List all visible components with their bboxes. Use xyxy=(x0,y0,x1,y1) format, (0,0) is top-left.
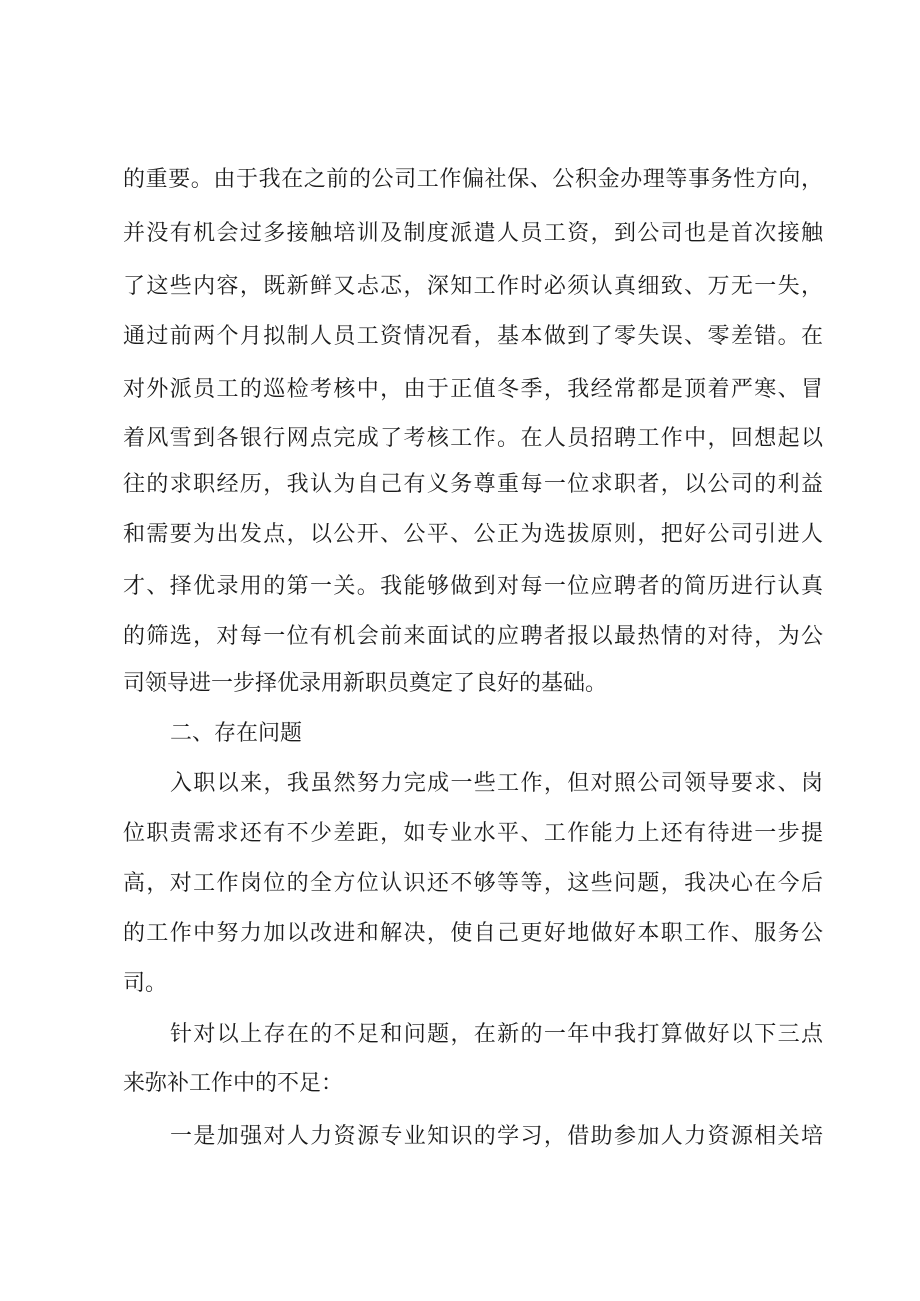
paragraph-line: 对外派员工的巡检考核中，由于正值冬季，我经常都是顶着严寒、冒 xyxy=(123,377,823,402)
paragraph-line: 通过前两个月拟制人员工资情况看，基本做到了零失误、零差错。在 xyxy=(123,324,823,349)
paragraph-line: 入职以来，我虽然努力完成一些工作，但对照公司领导要求、岗 xyxy=(170,771,823,796)
paragraph-line: 司。 xyxy=(123,971,168,996)
paragraph-line: 位职责需求还有不少差距，如专业水平、工作能力上还有待进一步提 xyxy=(123,821,823,846)
paragraph-line: 一是加强对人力资源专业知识的学习，借助参加人力资源相关培 xyxy=(170,1124,823,1149)
paragraph-line: 和需要为出发点，以公开、公平、公正为选拔原则，把好公司引进人 xyxy=(123,522,823,547)
section-heading: 二、存在问题 xyxy=(170,721,303,746)
paragraph-line: 往的求职经历，我认为自己有义务尊重每一位求职者，以公司的利益 xyxy=(123,472,823,497)
paragraph-line: 了这些内容，既新鲜又忐忑，深知工作时必须认真细致、万无一失， xyxy=(123,274,823,299)
paragraph-line: 高，对工作岗位的全方位认识还不够等等，这些问题，我决心在今后 xyxy=(123,871,823,896)
paragraph-line: 的工作中努力加以改进和解决，使自己更好地做好本职工作、服务公 xyxy=(123,921,823,946)
paragraph-line: 的重要。由于我在之前的公司工作偏社保、公积金办理等事务性方向， xyxy=(123,167,823,192)
paragraph-line: 的筛选，对每一位有机会前来面试的应聘者报以最热情的对待，为公 xyxy=(123,624,823,649)
paragraph-line: 才、择优录用的第一关。我能够做到对每一位应聘者的简历进行认真 xyxy=(123,574,823,599)
paragraph-line: 针对以上存在的不足和问题，在新的一年中我打算做好以下三点 xyxy=(170,1022,823,1047)
paragraph-line: 司领导进一步择优录用新职员奠定了良好的基础。 xyxy=(123,671,608,696)
paragraph-line: 并没有机会过多接触培训及制度派遣人员工资，到公司也是首次接触 xyxy=(123,221,823,246)
paragraph-line: 着风雪到各银行网点完成了考核工作。在人员招聘工作中，回想起以 xyxy=(123,426,823,451)
paragraph-line: 来弥补工作中的不足： xyxy=(123,1071,344,1096)
